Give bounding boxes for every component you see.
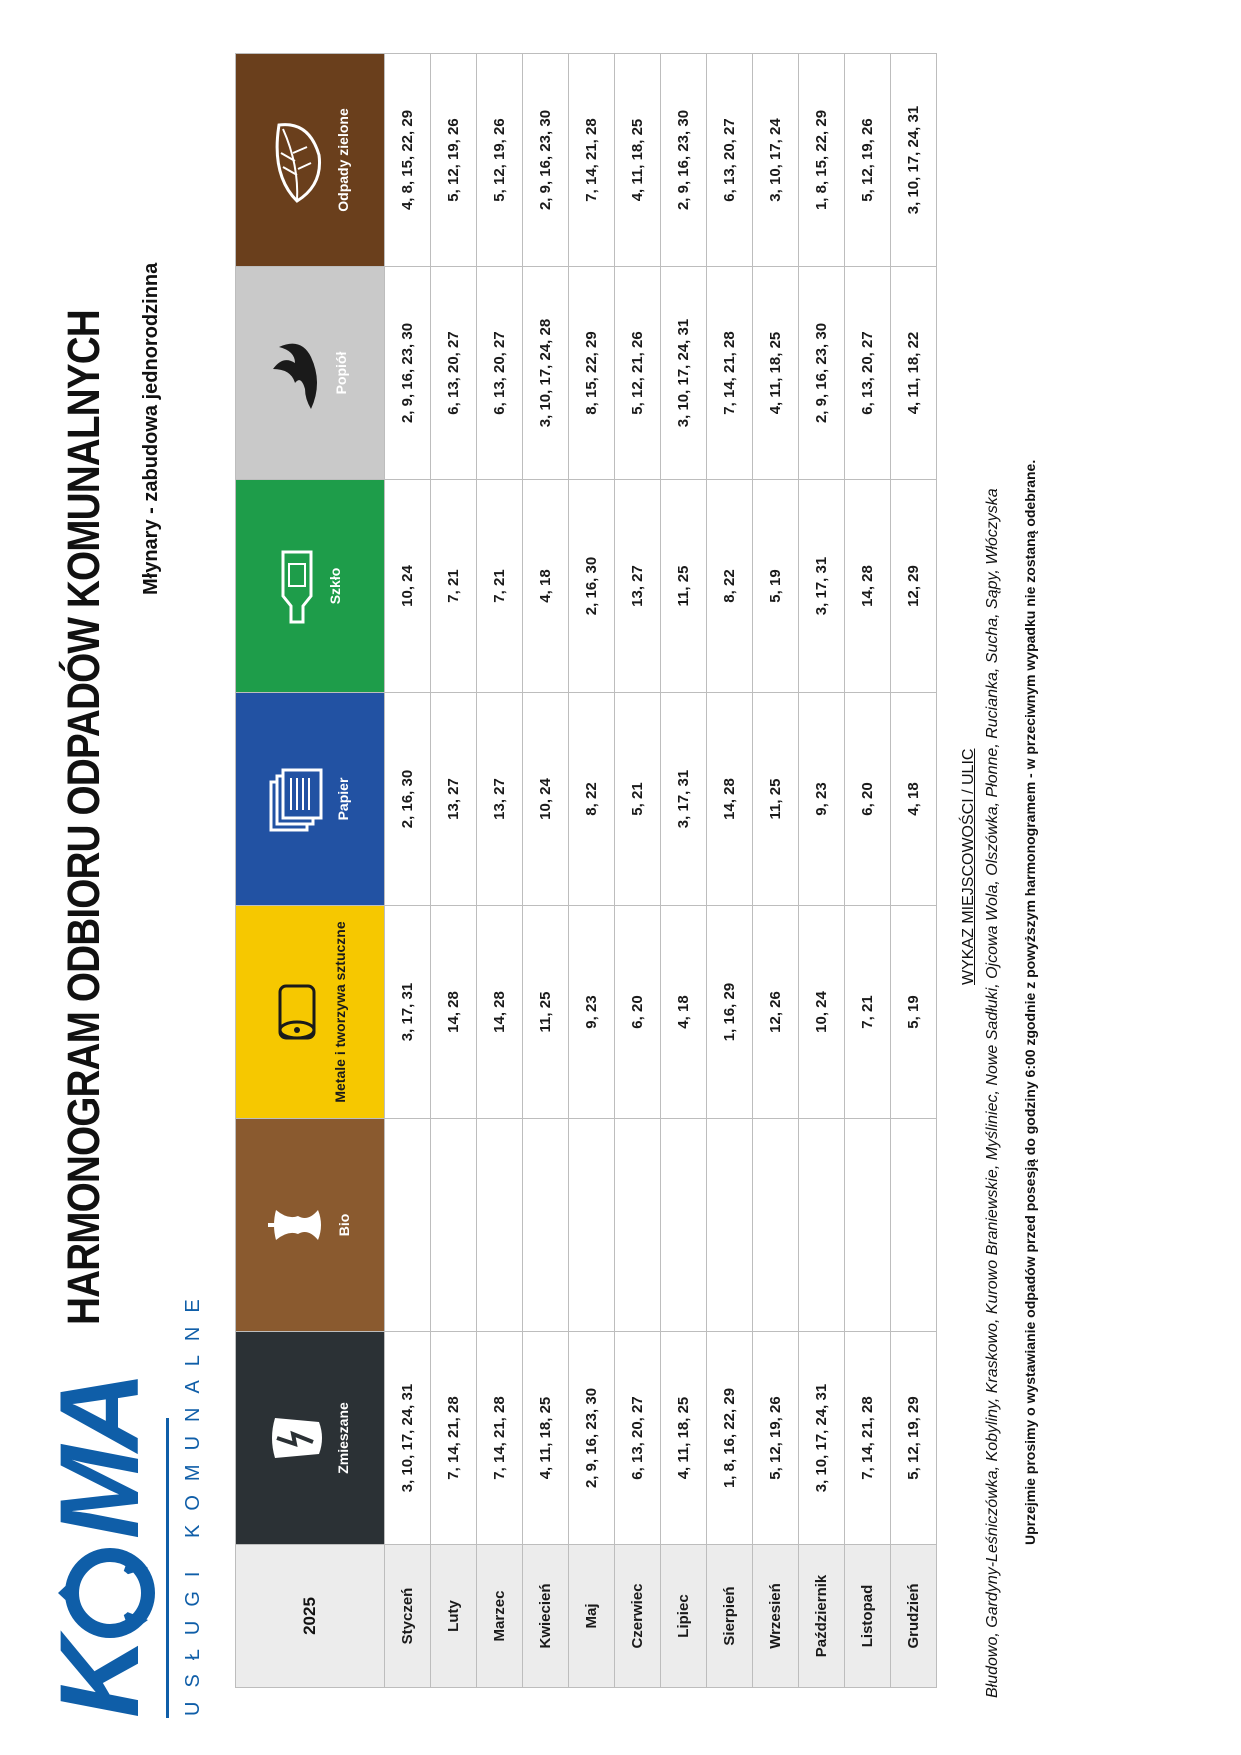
date-cell: 4, 18 (891, 693, 937, 906)
date-cell: 10, 24 (385, 480, 431, 693)
date-cell: 11, 25 (753, 693, 799, 906)
column-label: Bio (336, 1213, 352, 1237)
date-cell: 3, 10, 17, 24, 31 (385, 1332, 431, 1545)
date-cell (523, 1119, 569, 1332)
column-bio (236, 1119, 385, 1332)
logo-wordmark: KMA (37, 1376, 162, 1718)
date-cell: 2, 9, 16, 23, 30 (385, 267, 431, 480)
month-cell: Czerwiec (615, 1545, 661, 1688)
date-cell: 3, 10, 17, 24, 28 (523, 267, 569, 480)
date-cell: 4, 11, 18, 25 (753, 267, 799, 480)
date-cell: 7, 21 (477, 480, 523, 693)
column-ash (236, 267, 385, 480)
locality-list-title: WYKAZ MIEJSCOWOŚCI / ULIC (960, 748, 977, 985)
date-cell: 3, 10, 17, 24, 31 (661, 267, 707, 480)
paper-stack-icon (269, 766, 325, 832)
month-cell: Sierpień (707, 1545, 753, 1688)
date-cell: 12, 29 (891, 480, 937, 693)
date-cell: 7, 21 (845, 906, 891, 1119)
date-cell: 3, 17, 31 (661, 693, 707, 906)
date-cell: 10, 24 (523, 693, 569, 906)
page-title: HARMONOGRAM ODBIORU ODPADÓW KOMUNALNYCH (58, 310, 109, 1325)
column-green-waste (236, 54, 385, 267)
table-row (431, 54, 477, 1688)
header-row (236, 54, 385, 1688)
date-cell: 6, 13, 20, 27 (615, 1332, 661, 1545)
column-label: Szkło (327, 567, 343, 605)
date-cell: 5, 12, 19, 26 (477, 54, 523, 267)
column-metal-plastic (236, 906, 385, 1119)
koma-logo (37, 1285, 214, 1718)
month-cell: Listopad (845, 1545, 891, 1688)
date-cell: 7, 21 (431, 480, 477, 693)
date-cell: 3, 17, 31 (799, 480, 845, 693)
date-cell: 4, 11, 18, 25 (615, 54, 661, 267)
date-cell: 13, 27 (477, 693, 523, 906)
date-cell: 2, 16, 30 (385, 693, 431, 906)
table-row (661, 54, 707, 1688)
date-cell: 2, 9, 16, 23, 30 (523, 54, 569, 267)
date-cell: 6, 13, 20, 27 (707, 54, 753, 267)
date-cell: 6, 20 (845, 693, 891, 906)
leaf-icon (269, 115, 325, 205)
date-cell: 13, 27 (615, 480, 661, 693)
date-cell: 2, 9, 16, 23, 30 (569, 1332, 615, 1545)
table-row (569, 54, 615, 1688)
month-cell: Październik (799, 1545, 845, 1688)
date-cell: 14, 28 (707, 693, 753, 906)
date-cell: 5, 21 (615, 693, 661, 906)
date-cell (799, 1119, 845, 1332)
date-cell: 5, 12, 19, 26 (753, 1332, 799, 1545)
table-row (799, 54, 845, 1688)
date-cell (615, 1119, 661, 1332)
date-cell: 1, 16, 29 (707, 906, 753, 1119)
logo-underline (166, 1418, 169, 1718)
table-row (753, 54, 799, 1688)
date-cell: 4, 11, 18, 25 (661, 1332, 707, 1545)
table-row (707, 54, 753, 1688)
month-cell: Luty (431, 1545, 477, 1688)
collection-note: Uprzejmie prosimy o wystawianie odpadów przed posesją do godziny 6:00 zgodnie z powyższym harmonogramem - w przeciwnym wypadku nie zostaną odebrane. (1022, 459, 1038, 1545)
date-cell: 1, 8, 15, 22, 29 (799, 54, 845, 267)
table-row (385, 54, 431, 1688)
date-cell: 5, 12, 19, 29 (891, 1332, 937, 1545)
date-cell: 4, 18 (523, 480, 569, 693)
date-cell: 2, 16, 30 (569, 480, 615, 693)
date-cell: 7, 14, 21, 28 (569, 54, 615, 267)
date-cell: 12, 26 (753, 906, 799, 1119)
date-cell: 5, 19 (891, 906, 937, 1119)
column-label: Odpady zielone (335, 108, 351, 212)
date-cell: 9, 23 (799, 693, 845, 906)
date-cell: 6, 13, 20, 27 (431, 267, 477, 480)
apple-core-icon (268, 1200, 326, 1250)
column-label: Papier (335, 777, 351, 821)
column-label: Zmieszane (335, 1402, 351, 1474)
column-glass (236, 480, 385, 693)
date-cell: 6, 13, 20, 27 (477, 267, 523, 480)
date-cell (569, 1119, 615, 1332)
date-cell: 5, 12, 19, 26 (845, 54, 891, 267)
month-cell: Wrzesień (753, 1545, 799, 1688)
month-cell: Kwiecień (523, 1545, 569, 1688)
date-cell: 5, 12, 21, 26 (615, 267, 661, 480)
table-row (523, 54, 569, 1688)
table-row (477, 54, 523, 1688)
column-mixed (236, 1332, 385, 1545)
date-cell (431, 1119, 477, 1332)
locality-list: Błudowo, Gardyny-Leśniczówka, Kobyliny, Kraskowo, Kurowo Braniewskie, Myśliniec, Nowe Sadłuki, Ojcowa Wola, Olszówka, Płonne, Ruciankа, Sucha, Sąpy, Włóczyska (984, 488, 1001, 1698)
date-cell: 1, 8, 16, 22, 29 (707, 1332, 753, 1545)
date-cell (661, 1119, 707, 1332)
date-cell: 9, 23 (569, 906, 615, 1119)
date-cell: 13, 27 (431, 693, 477, 906)
date-cell: 7, 14, 21, 28 (707, 267, 753, 480)
bottle-icon (277, 546, 317, 626)
date-cell: 14, 28 (431, 906, 477, 1119)
column-label: Metale i tworzywa sztuczne (332, 921, 348, 1103)
date-cell: 7, 14, 21, 28 (477, 1332, 523, 1545)
date-cell: 14, 28 (845, 480, 891, 693)
date-cell: 6, 13, 20, 27 (845, 267, 891, 480)
date-cell: 8, 15, 22, 29 (569, 267, 615, 480)
date-cell (707, 1119, 753, 1332)
date-cell: 2, 9, 16, 23, 30 (799, 267, 845, 480)
date-cell (385, 1119, 431, 1332)
month-cell: Maj (569, 1545, 615, 1688)
logo-subtitle: USŁUGI KOMUNALNE (182, 1285, 204, 1716)
month-cell: Grudzień (891, 1545, 937, 1688)
month-cell: Lipiec (661, 1545, 707, 1688)
table-row (891, 54, 937, 1688)
date-cell: 10, 24 (799, 906, 845, 1119)
date-cell: 11, 25 (661, 480, 707, 693)
date-cell: 5, 19 (753, 480, 799, 693)
date-cell (753, 1119, 799, 1332)
can-icon (272, 982, 322, 1042)
date-cell: 3, 10, 17, 24, 31 (891, 54, 937, 267)
date-cell: 8, 22 (707, 480, 753, 693)
date-cell: 14, 28 (477, 906, 523, 1119)
date-cell (845, 1119, 891, 1332)
year-cell: 2025 (236, 1545, 385, 1688)
date-cell (891, 1119, 937, 1332)
month-cell: Marzec (477, 1545, 523, 1688)
mixed-waste-icon (269, 1408, 325, 1468)
date-cell: 3, 10, 17, 24 (753, 54, 799, 267)
recycle-ring-icon (52, 1538, 162, 1648)
table-row (615, 54, 661, 1688)
schedule-table (235, 53, 937, 1688)
table-row (845, 54, 891, 1688)
flame-icon (271, 333, 323, 413)
date-cell: 4, 8, 15, 22, 29 (385, 54, 431, 267)
column-label: Popiół (333, 351, 349, 395)
date-cell: 4, 11, 18, 25 (523, 1332, 569, 1545)
month-cell: Styczeń (385, 1545, 431, 1688)
date-cell: 6, 20 (615, 906, 661, 1119)
date-cell (477, 1119, 523, 1332)
date-cell: 7, 14, 21, 28 (431, 1332, 477, 1545)
date-cell: 3, 17, 31 (385, 906, 431, 1119)
date-cell: 4, 11, 18, 22 (891, 267, 937, 480)
date-cell: 2, 9, 16, 23, 30 (661, 54, 707, 267)
date-cell: 4, 18 (661, 906, 707, 1119)
date-cell: 5, 12, 19, 26 (431, 54, 477, 267)
date-cell: 7, 14, 21, 28 (845, 1332, 891, 1545)
date-cell: 3, 10, 17, 24, 31 (799, 1332, 845, 1545)
date-cell: 8, 22 (569, 693, 615, 906)
page-subtitle: Młynary - zabudowa jednorodzinna (140, 262, 162, 595)
date-cell: 11, 25 (523, 906, 569, 1119)
column-paper (236, 693, 385, 906)
